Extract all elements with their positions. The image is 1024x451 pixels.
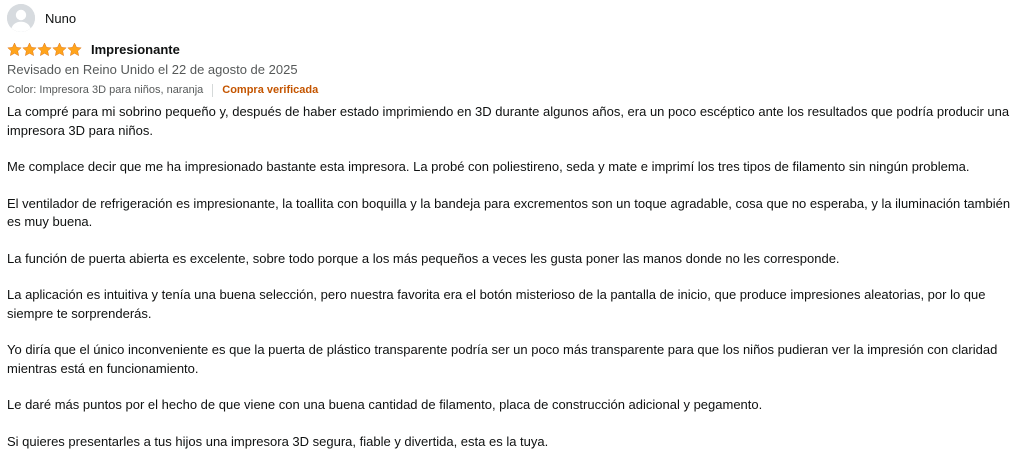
review-paragraph: El ventilador de refrigeración es impresionante, la toallita con boquilla y la bandeja para excrementos son un toque agradable, cosa que no esperaba, y la iluminación también es muy buena.	[7, 195, 1015, 232]
review-date: Revisado en Reino Unido el 22 de agosto de 2025	[7, 61, 1017, 78]
product-variant: Color: Impresora 3D para niños, naranja	[7, 84, 203, 96]
user-silhouette-icon[interactable]	[7, 4, 35, 32]
review-paragraph: Si quieres presentarles a tus hijos una impresora 3D segura, fiable y divertida, esta es la tuya.	[7, 433, 1015, 451]
verified-purchase-badge: Compra verificada	[222, 84, 318, 96]
review-paragraph: Yo diría que el único inconveniente es que la puerta de plástico transparente podría ser un poco más transparente para que los niños pudieran ver la impresión con claridad mientras está en funcionamiento.	[7, 341, 1015, 378]
review-paragraph: La compré para mi sobrino pequeño y, después de haber estado imprimiendo en 3D durante algunos años, era un poco escéptico ante los resultados que podría producir una impresora 3D para niños.	[7, 103, 1015, 140]
review-paragraph: La función de puerta abierta es excelente, sobre todo porque a los más pequeños a veces les gusta poner las manos donde no les corresponde.	[7, 250, 1015, 269]
star-icon	[37, 42, 52, 57]
review-paragraph: Me complace decir que me ha impresionado bastante esta impresora. La probé con poliestireno, seda y mate e imprimí los tres tipos de filamento sin ningún problema.	[7, 158, 1015, 177]
review-title-row	[7, 40, 1017, 58]
star-icon	[22, 42, 37, 57]
meta-divider	[212, 84, 213, 97]
review-body	[7, 103, 1015, 451]
star-rating[interactable]	[7, 41, 82, 57]
review-meta	[7, 82, 1017, 98]
star-icon	[67, 42, 82, 57]
reviewer-profile[interactable]	[7, 4, 1017, 32]
review-paragraph: Le daré más puntos por el hecho de que viene con una buena cantidad de filamento, placa de construcción adicional y pegamento.	[7, 396, 1015, 415]
star-icon	[7, 42, 22, 57]
star-icon	[52, 42, 67, 57]
review-paragraph: La aplicación es intuitiva y tenía una buena selección, pero nuestra favorita era el botón misterioso de la pantalla de inicio, que produce impresiones aleatorias, por lo que siempre te sorprenderás.	[7, 286, 1015, 323]
review-title[interactable]: Impresionante	[91, 42, 180, 57]
reviewer-name[interactable]: Nuno	[45, 11, 76, 26]
